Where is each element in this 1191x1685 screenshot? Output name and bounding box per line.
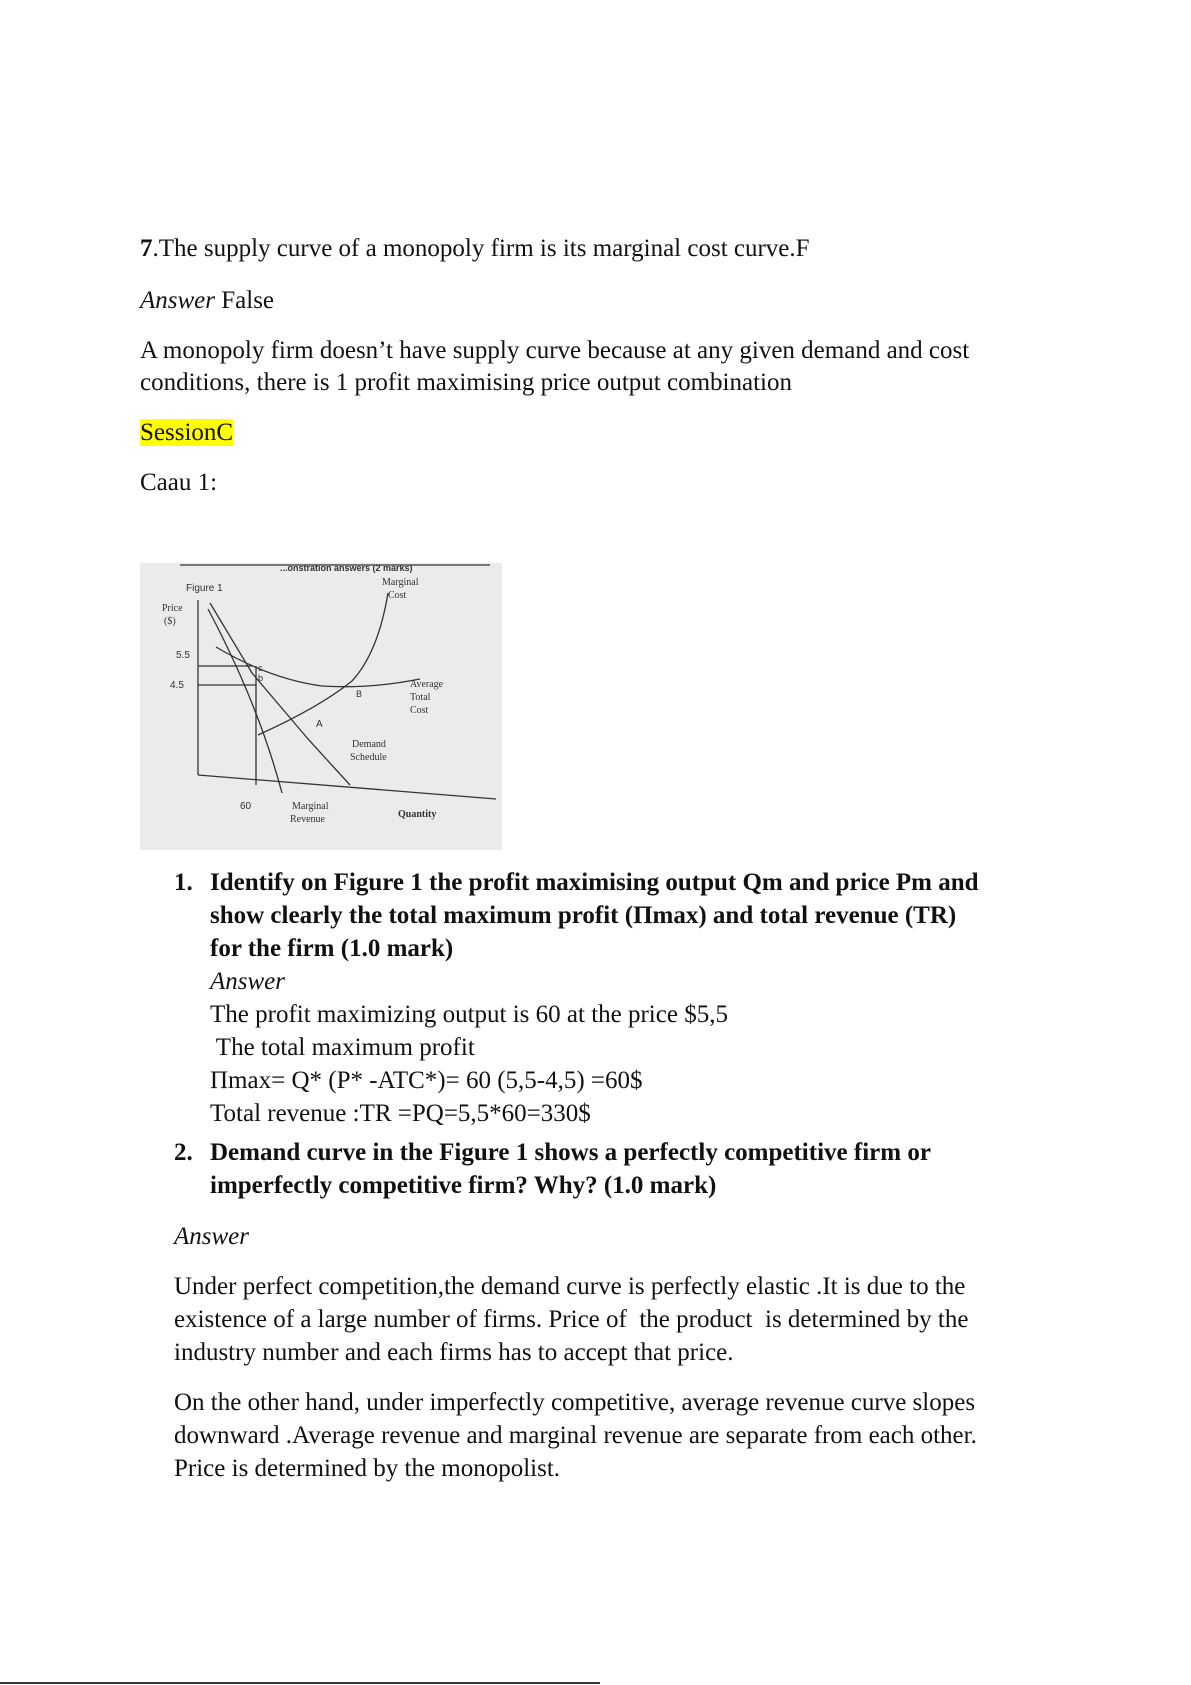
atc-label-1: Average [410,679,444,690]
atc-label-2: Total [410,692,431,703]
item-2-question-line-2: imperfectly competitive firm? Why? (1.0 mark) [210,1172,717,1199]
session-label [140,416,233,449]
item-2-para-2-line-1: On the other hand, under imperfectly competitive, average revenue curve slopes [174,1389,976,1416]
point-label-a: A [316,719,323,730]
item-1-question-line-3: for the firm (1.0 mark) [210,935,454,962]
figure-1 [140,563,502,850]
mc-label-2: Cost [388,590,407,601]
item-2-para-1-line-2: existence of a large number of firms. Price of the product is determined by the [174,1306,969,1333]
item-1-answer-line-3: Πmax= Q* (P* -ATC*)= 60 (5,5-4,5) =60$ [210,1067,643,1094]
q7-answer [140,284,274,317]
q7-statement-text: .The supply curve of a monopoly firm is its marginal cost curve.F [152,235,810,262]
item-2-paragraph-2 [174,1386,1074,1485]
figure-title: Figure 1 [186,583,223,594]
marginal-revenue-curve [208,609,282,793]
item-1-answer-label: Answer [210,968,285,995]
q7-explanation-line-2: conditions, there is 1 profit maximising price output combination [140,369,792,396]
item-1-answer-line-2: The total maximum profit [210,1034,475,1061]
item-1-answer-line-1: The profit maximizing output is 60 at the price $5,5 [210,1001,728,1028]
footer-rule [0,1682,600,1684]
item-2 [174,1136,1070,1202]
item-2-para-1-line-1: Under perfect competition,the demand curve is perfectly elastic .It is due to the [174,1273,966,1300]
marginal-cost-curve [258,593,388,735]
x-axis-label: Quantity [398,809,437,820]
x-axis [198,775,496,799]
y-axis-label-2: ($) [164,616,176,627]
session-label-highlight: SessionC [140,419,234,446]
figure-1-svg [140,563,502,850]
item-1-question-line-2: show clearly the total maximum profit (Πmax) and total revenue (TR) [210,902,957,929]
item-1-number: 1. [174,869,193,896]
mr-label-2: Revenue [290,814,325,825]
point-label-b-lower: b [258,673,264,683]
q7-answer-label: Answer [140,287,215,314]
item-2-para-2-line-2: downward .Average revenue and marginal revenue are separate from each other. [174,1422,977,1449]
mr-label-1: Marginal [292,801,329,812]
demand-label-1: Demand [352,739,386,750]
tick-label-55: 5.5 [176,650,190,661]
demand-curve [210,603,350,785]
item-1-question-line-1: Identify on Figure 1 the profit maximising output Qm and price Pm and [210,869,979,896]
item-2-question-line-1: Demand curve in the Figure 1 shows a perfectly competitive firm or [210,1139,931,1166]
q7-number: 7 [140,235,153,262]
item-2-para-2-line-3: Price is determined by the monopolist. [174,1455,561,1482]
item-1-answer-line-4: Total revenue :TR =PQ=5,5*60=330$ [210,1100,591,1127]
q7-answer-value: False [215,287,275,314]
figure-header-text: ...onstration answers (2 marks) [280,563,413,573]
item-2-para-1-line-3: industry number and each firms has to accept that price. [174,1339,734,1366]
tick-label-45: 4.5 [170,680,184,691]
item-2-answer-label: Answer [174,1223,249,1250]
demand-label-2: Schedule [350,752,387,763]
point-label-c: c [258,663,263,673]
tick-label-60: 60 [240,801,252,812]
average-total-cost-curve [216,647,420,687]
q7-statement [140,232,810,265]
question-heading: Caau 1: [140,469,218,496]
item-2-paragraph-1 [174,1270,1074,1369]
point-label-b-upper: B [356,689,363,699]
q7-explanation-line-1: A monopoly firm doesn’t have supply curve because at any given demand and cost [140,337,970,364]
mc-label-1: Marginal [382,577,419,588]
item-2-number: 2. [174,1139,193,1166]
y-axis-label-1: Price [162,603,183,614]
item-1 [174,866,1070,1130]
atc-label-3: Cost [410,705,429,716]
